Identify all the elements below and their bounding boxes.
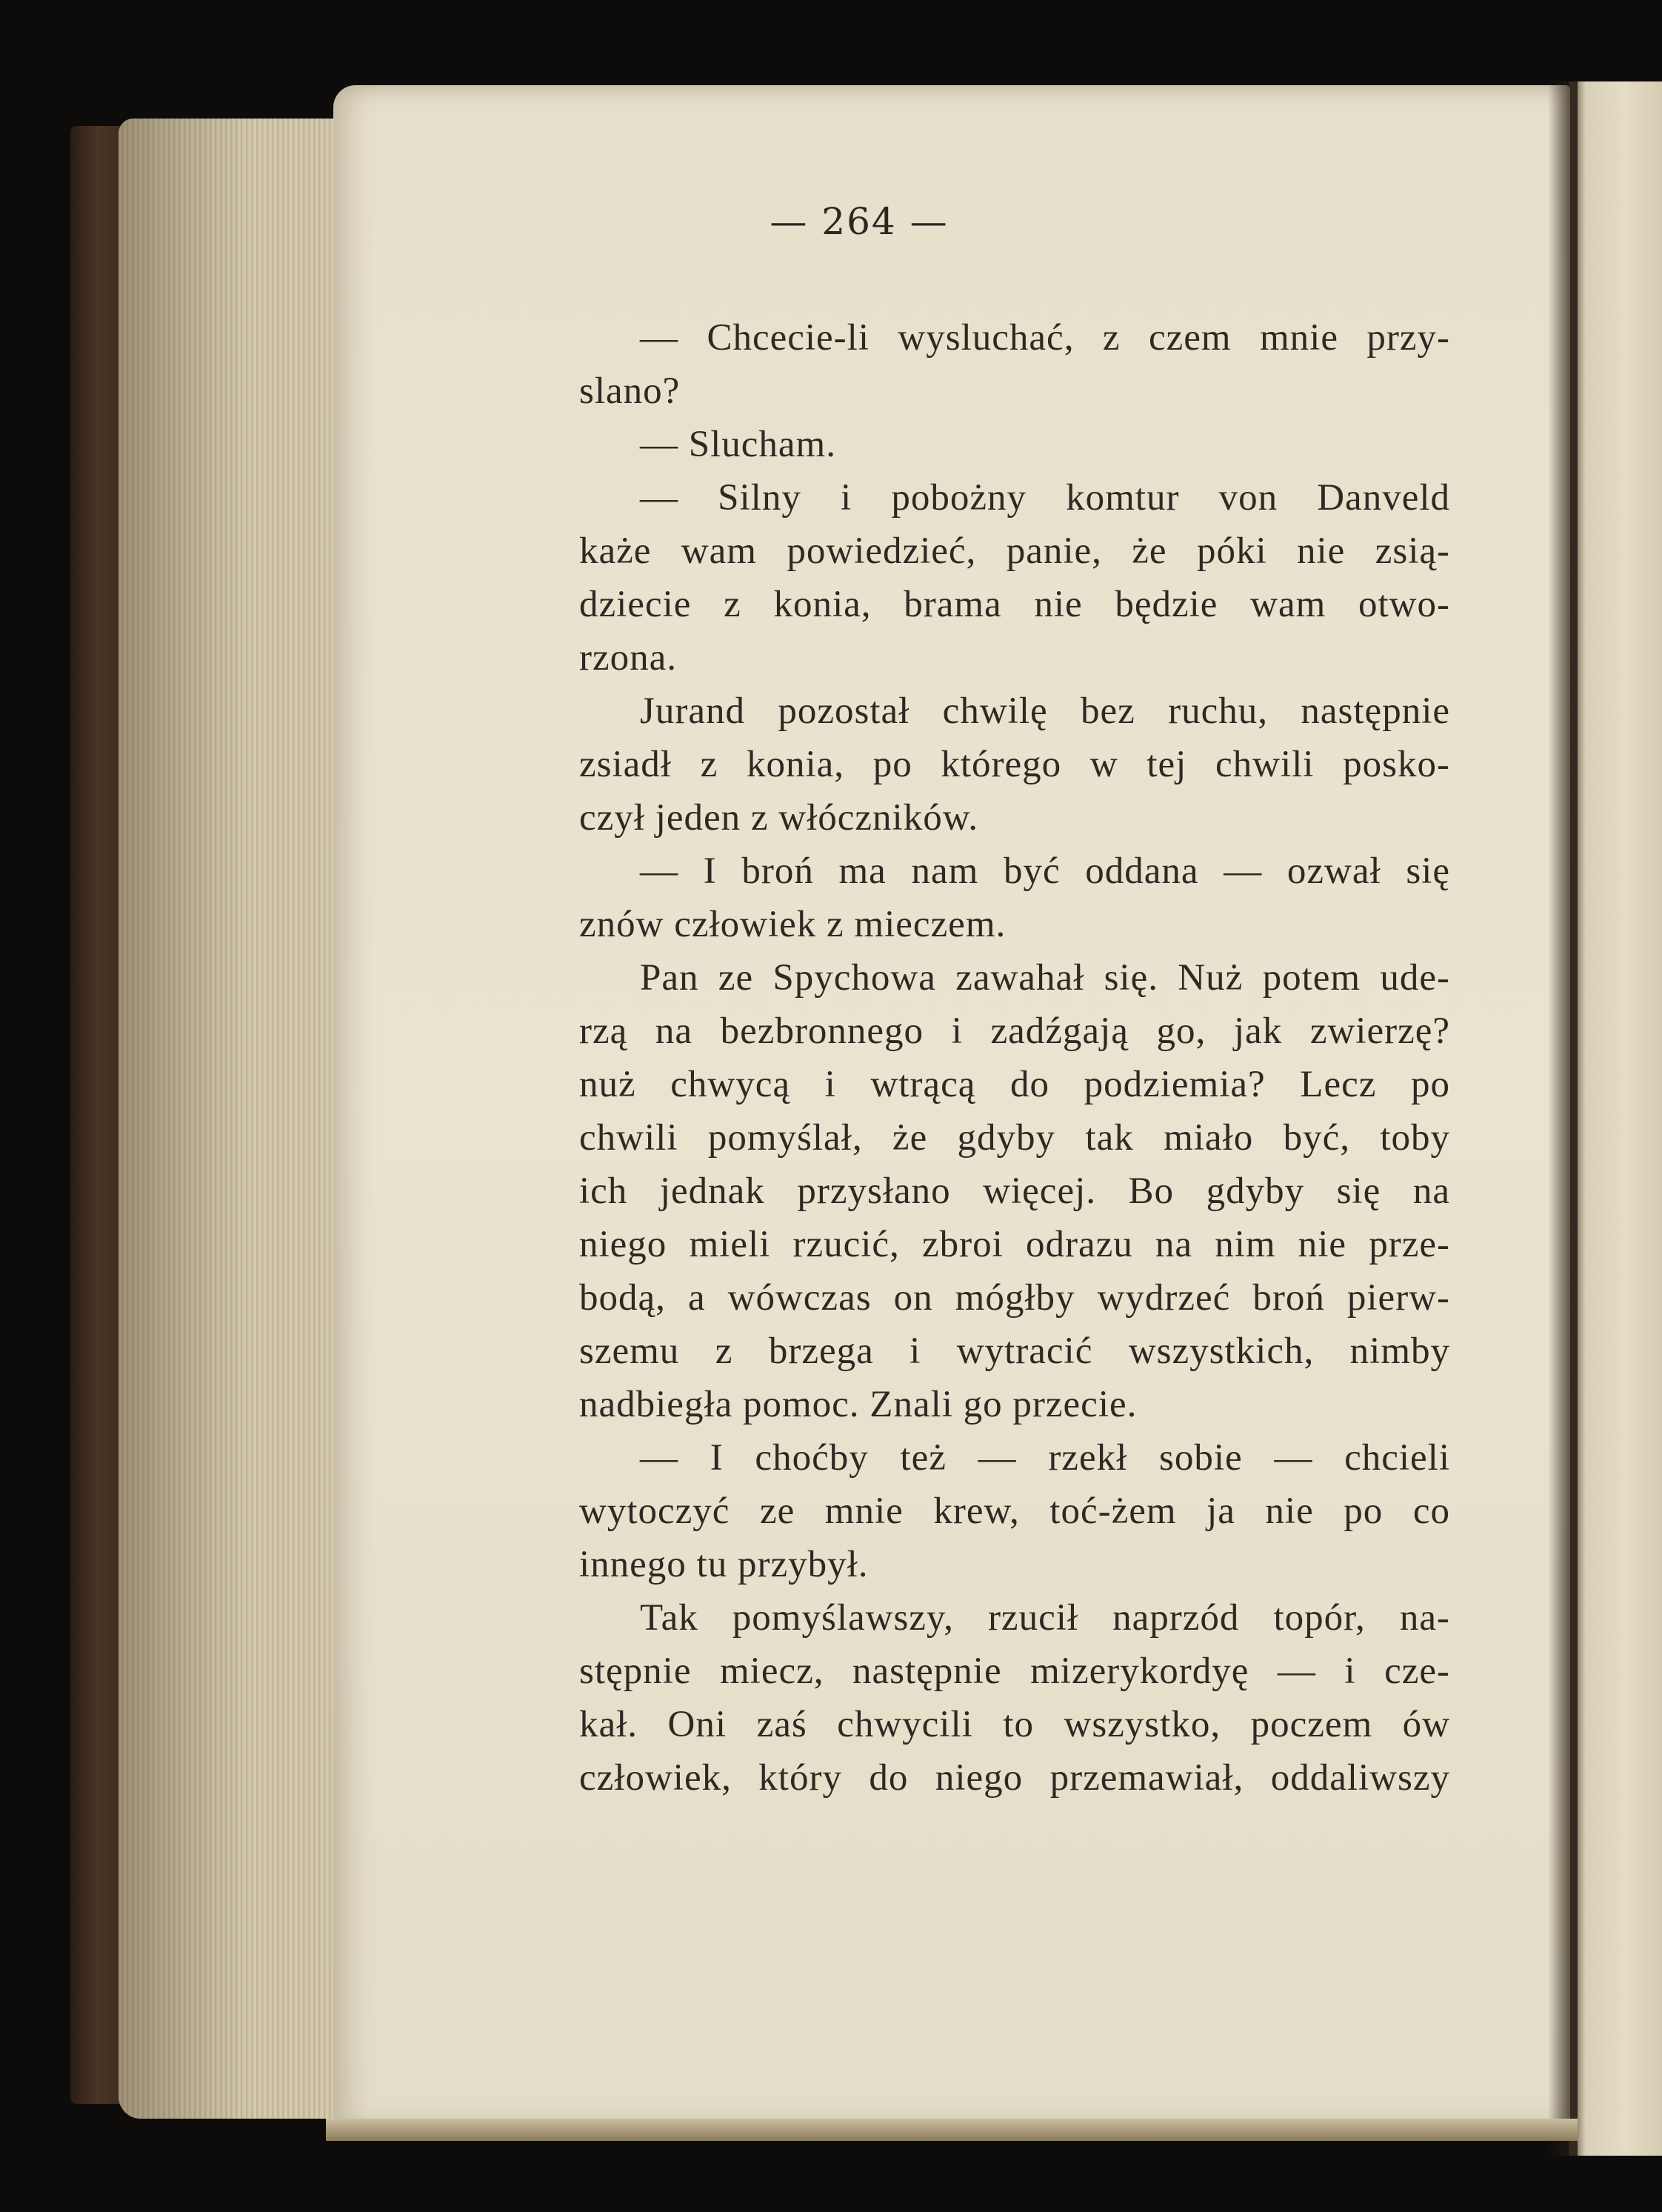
text-line: nuż chwycą i wtrącą do podziemia? Lecz po [579,1064,1450,1105]
facing-page-edge [1569,81,1662,2156]
text-line: rzona. [579,637,678,679]
text-line: znów człowiek z mieczem. [579,904,1007,945]
text-line: — Slucham. [640,424,836,465]
text-line: każe wam powiedzieć, panie, że póki nie zsią- [579,530,1450,572]
text-line: rzą na bezbronnego i zadźgają go, jak zwierzę? [579,1010,1450,1052]
text-line: nadbiegła pomoc. Znali go przecie. [579,1384,1138,1425]
text-line: człowiek, który do niego przemawiał, oddaliwszy [579,1757,1450,1799]
text-line: ich jednak przysłano więcej. Bo gdyby się na [579,1170,1450,1212]
text-line: — I broń ma nam być oddana — ozwał się [640,850,1450,892]
text-line: Jurand pozostał chwilę bez ruchu, następnie [640,690,1450,732]
text-line: kał. Oni zaś chwycili to wszystko, poczem ów [579,1704,1450,1745]
text-line: szemu z brzega i wytracić wszystkich, nimby [579,1330,1450,1372]
text-line: slano? [579,370,681,412]
page-edges-shadow [119,119,341,2119]
text-line: niego mieli rzucić, zbroi odrazu na nim nie prze- [579,1224,1450,1265]
text-line: wytoczyć ze mnie krew, toć-żem ja nie po co [579,1490,1450,1532]
text-line: Tak pomyślawszy, rzucił naprzód topór, na- [640,1597,1450,1639]
text-line: — Chcecie-li wysluchać, z czem mnie przy- [640,317,1450,359]
text-line: czył jeden z włóczników. [579,797,978,839]
text-line: Pan ze Spychowa zawahał się. Nuż potem ude- [640,957,1450,999]
text-line: stępnie miecz, następnie mizerykordyę — i cze- [579,1650,1450,1692]
text-line: bodą, a wówczas on mógłby wydrzeć broń pierw- [579,1277,1450,1319]
text-line: zsiadł z konia, po którego w tej chwili posko- [579,744,1450,785]
page-bottom-edge [326,2119,1578,2141]
page-number: — 264 — [770,200,949,243]
text-line: — I choćby też — rzekł sobie — chcieli [640,1437,1450,1479]
text-line: chwili pomyślał, że gdyby tak miało być, toby [579,1117,1450,1159]
text-line: dziecie z konia, brama nie będzie wam otwo- [579,584,1450,625]
text-line: innego tu przybył. [579,1544,869,1585]
page-body-text [579,311,1450,1805]
text-line: — Silny i pobożny komtur von Danveld [640,477,1450,519]
book-gutter [1548,81,1578,2156]
